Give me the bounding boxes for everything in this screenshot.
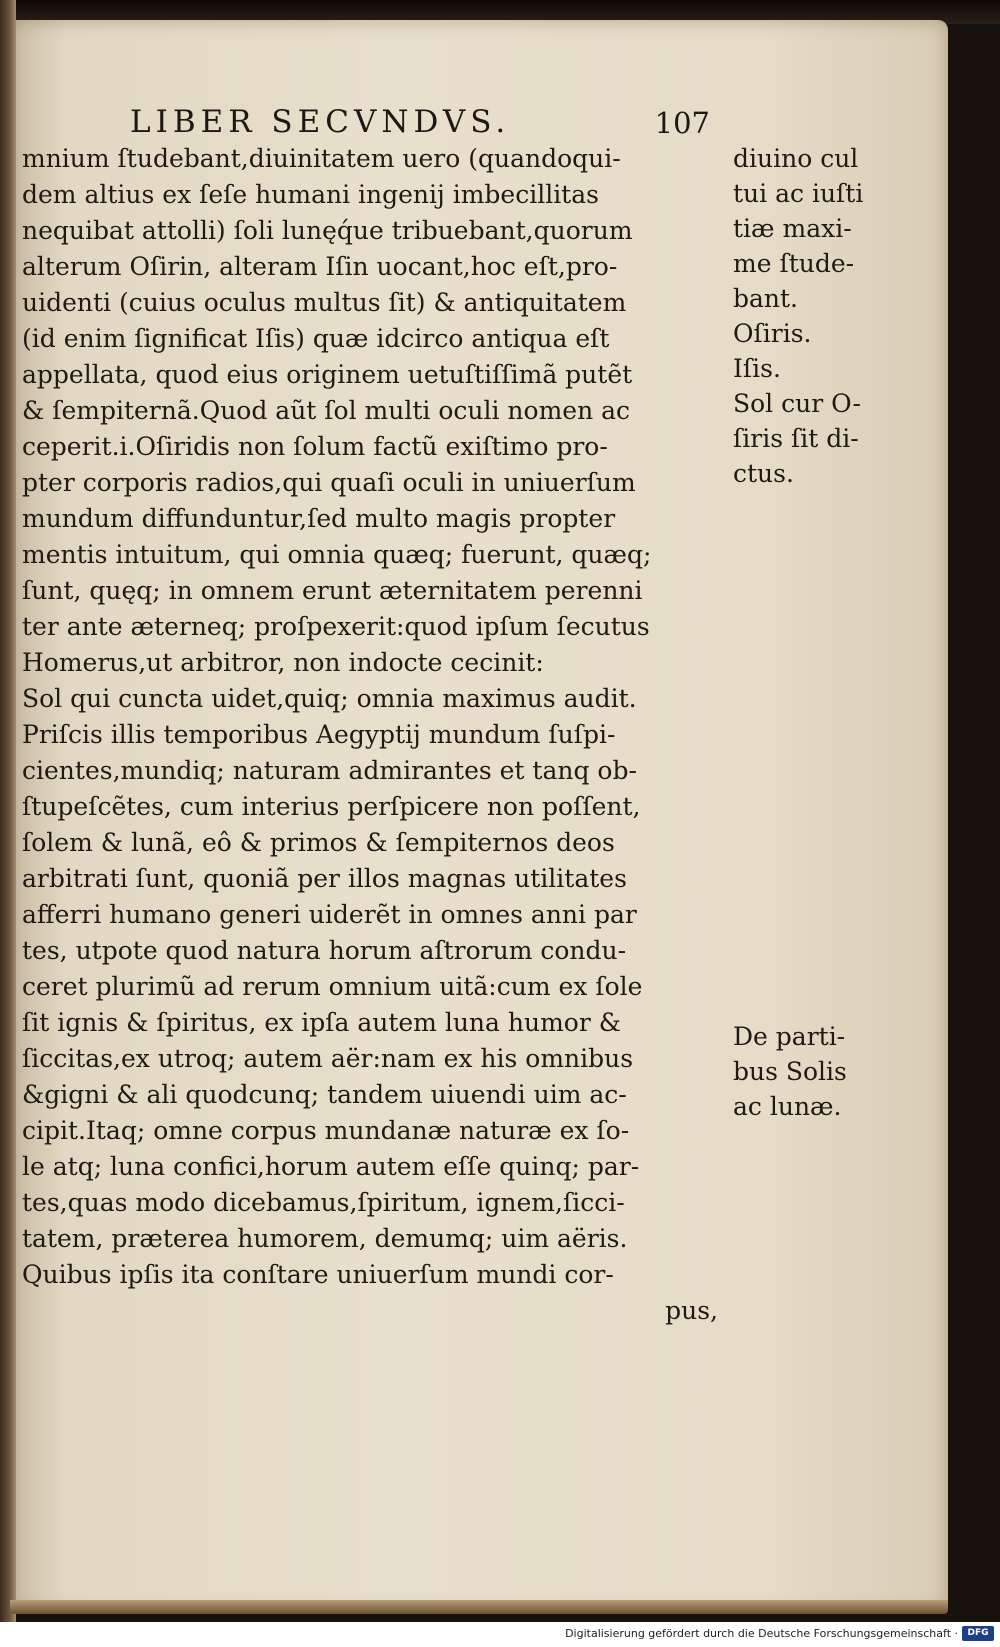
- dfg-logo-icon: DFG: [962, 1626, 994, 1641]
- running-head: [130, 104, 710, 144]
- marginal-note-line: ac lunæ.: [733, 1092, 842, 1121]
- page-number: 107: [654, 106, 710, 140]
- text-line: Homerus,ut arbitror, non indocte cecinit:: [22, 648, 544, 677]
- text-line: cipit.Itaq; omne corpus mundanæ naturæ ex ſo-: [22, 1116, 630, 1145]
- marginal-note-line: De parti-: [733, 1022, 846, 1051]
- text-line: cientes,mundiq; naturam admirantes et tanq ob-: [22, 756, 637, 785]
- text-line: (id enim ſignificat Iſis) quæ idcirco antiqua eſt: [22, 324, 610, 353]
- text-line: ſunt, quęq; in omnem erunt æternitatem perenni: [22, 576, 643, 605]
- text-line: ter ante æterneq; proſpexerit:quod ipſum ſecutus: [22, 612, 650, 641]
- text-line: appellata, quod eius originem uetuſtiſſimã putẽt: [22, 360, 633, 389]
- text-line: ſiccitas,ex utroq; autem aër:nam ex his omnibus: [22, 1044, 634, 1073]
- text-line: nequibat attolli) ſoli lunęq́ue tribuebant,quorum: [22, 216, 633, 245]
- footer-bar: [0, 1622, 1000, 1647]
- text-line: Quibus ipſis ita conſtare uniuerſum mundi cor-: [22, 1260, 614, 1289]
- text-line: tatem, præterea humorem, demumq; uim aëris.: [22, 1224, 628, 1253]
- marginal-note-partibus: [733, 1019, 923, 1124]
- text-line: dem altius ex ſeſe humani ingenij imbecillitas: [22, 180, 599, 209]
- text-line: & ſempiternã.Quod aũt ſol multi oculi nomen ac: [22, 396, 631, 425]
- marginal-note-line: bant.: [733, 284, 799, 313]
- text-line: tes, utpote quod natura horum aſtrorum condu-: [22, 936, 627, 965]
- marginal-note-line: tiæ maxi-: [733, 214, 852, 243]
- text-line: mnium ſtudebant,diuinitatem uero (quandoqui-: [22, 144, 621, 173]
- text-line: alterum Oſirin, alteram Iſin uocant,hoc eſt,pro-: [22, 252, 618, 281]
- text-line: arbitrati ſunt, quoniã per illos magnas utilitates: [22, 864, 627, 893]
- marginal-note-line: me ſtude-: [733, 249, 855, 278]
- marginal-note-line: Oſiris.: [733, 319, 812, 348]
- marginal-note-line: diuino cul: [733, 144, 859, 173]
- marginal-note-line: Iſis.: [733, 354, 781, 383]
- text-line: ſtupeſcẽtes, cum interius perſpicere non poſſent,: [22, 792, 641, 821]
- running-title: LIBER SECVNDVS.: [130, 104, 511, 140]
- text-line: afferri humano generi uiderẽt in omnes anni par: [22, 900, 637, 929]
- marginal-note-line: tui ac iuſti: [733, 179, 864, 208]
- marginal-note-line: ſiris ſit di-: [733, 424, 859, 453]
- marginal-note-line: Sol cur O-: [733, 389, 861, 418]
- page-bottom-edge: [10, 1600, 948, 1614]
- text-line: le atq; luna confici,horum autem eſſe quinq; par-: [22, 1152, 640, 1181]
- text-line: ceperit.i.Oſiridis non ſolum factũ exiſtimo pro-: [22, 432, 608, 461]
- marginal-note-line: ctus.: [733, 459, 794, 488]
- text-line: Priſcis illis temporibus Aegyptij mundum ſuſpi-: [22, 720, 616, 749]
- text-line: pter corporis radios,qui quaſi oculi in uniuerſum: [22, 468, 636, 497]
- text-line: mentis intuitum, qui omnia quæq; fuerunt, quæq;: [22, 540, 652, 569]
- text-line: ſit ignis & ſpiritus, ex ipſa autem luna humor &: [22, 1008, 621, 1037]
- text-line: mundum diffunduntur,ſed multo magis propter: [22, 504, 616, 533]
- digitization-credit: Digitalisierung gefördert durch die Deutsche Forschungsgemeinschaft ·: [565, 1627, 958, 1640]
- text-line: &gigni & ali quodcunq; tandem uiuendi uim ac-: [22, 1080, 627, 1109]
- main-text-block: [22, 141, 722, 1329]
- text-line: Sol qui cuncta uidet,quiq; omnia maximus audit.: [22, 684, 637, 713]
- marginal-note-osiris: [733, 141, 923, 491]
- text-line: uidenti (cuius oculus multus ſit) & antiquitatem: [22, 288, 627, 317]
- catchword: pus,: [665, 1296, 718, 1325]
- book-spine: [0, 0, 16, 1647]
- text-line: tes,quas modo dicebamus,ſpiritum, ignem,ſicci-: [22, 1188, 625, 1217]
- text-line: ceret plurimũ ad rerum omnium uitã:cum ex ſole: [22, 972, 643, 1001]
- text-line: ſolem & lunã, eô & primos & ſempiternos deos: [22, 828, 615, 857]
- marginal-note-line: bus Solis: [733, 1057, 847, 1086]
